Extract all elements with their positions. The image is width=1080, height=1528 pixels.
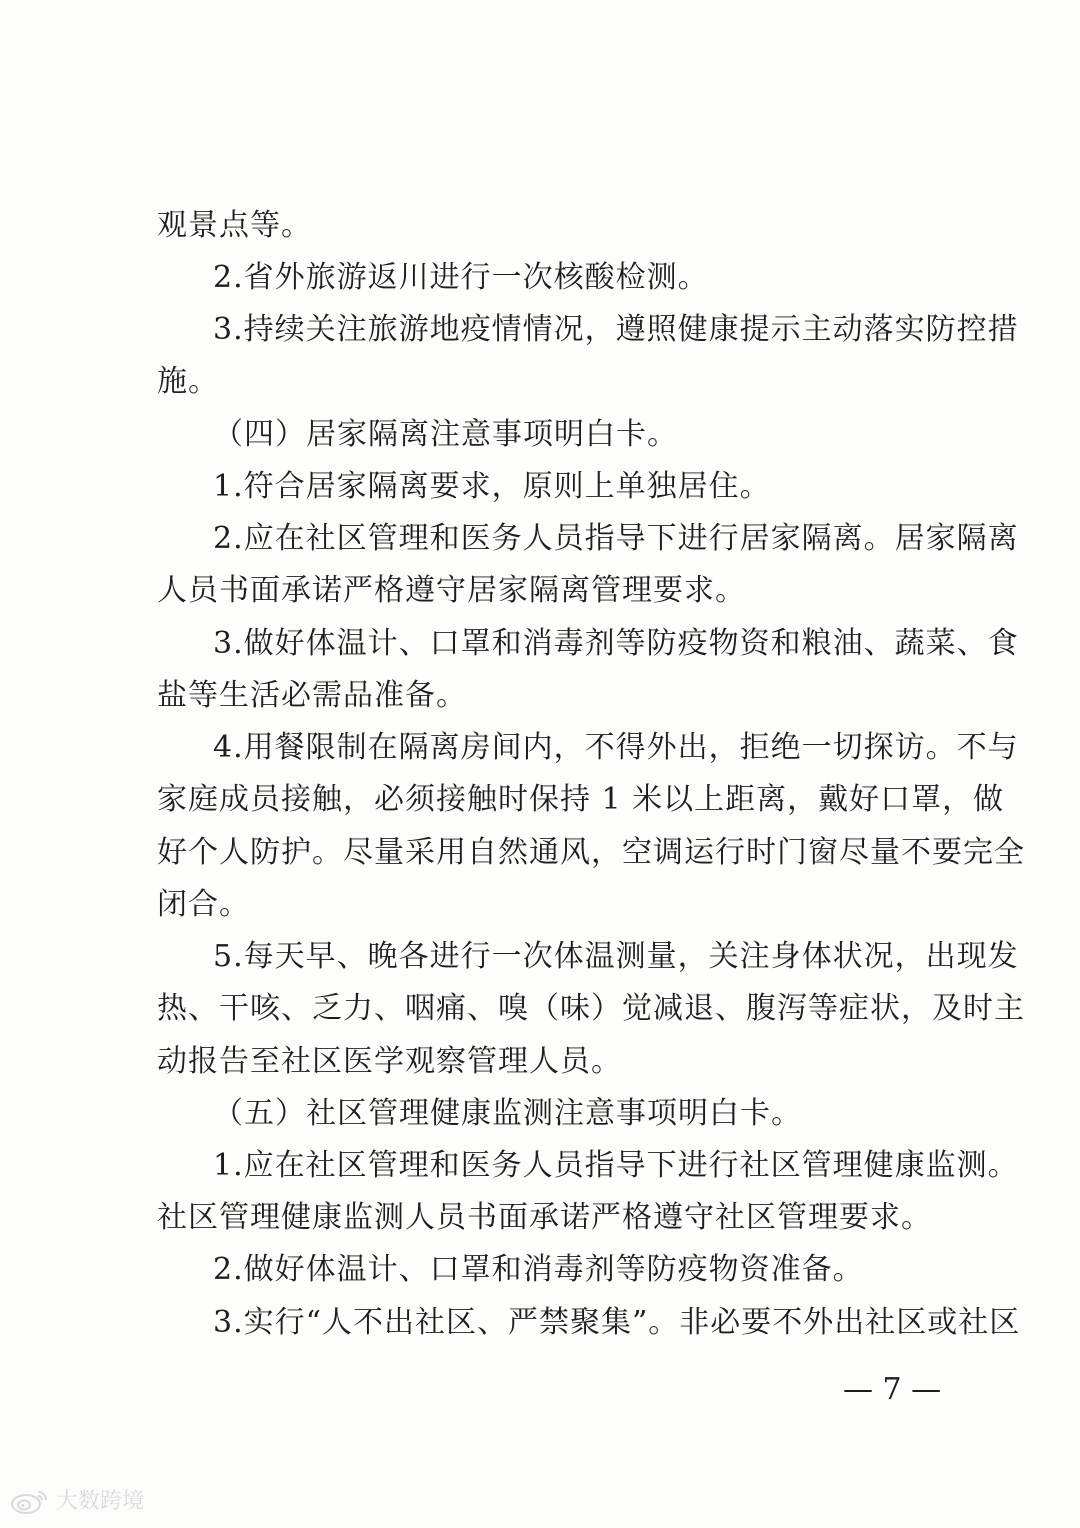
text-line: 1.符合居家隔离要求，原则上单独居住。 — [213, 469, 771, 504]
text-line: 5.每天早、晚各进行一次体温测量，关注身体状况，出现发 — [213, 939, 1019, 974]
text-line: 2.省外旅游返川进行一次核酸检测。 — [213, 260, 709, 295]
text-line: 盐等生活必需品准备。 — [157, 678, 467, 713]
text-line: 4.用餐限制在隔离房间内，不得外出，拒绝一切探访。不与 — [213, 730, 1019, 765]
text-line: 社区管理健康监测人员书面承诺严格遵守社区管理要求。 — [157, 1200, 932, 1235]
text-line: 好个人防护。尽量采用自然通风，空调运行时门窗尽量不要完全 — [157, 835, 1025, 870]
text-line: 3.实行“人不出社区、严禁聚集”。非必要不外出社区或社区 — [213, 1305, 1021, 1340]
page-number: — 7 — — [843, 1372, 942, 1407]
text-line: 家庭成员接触，必须接触时保持 1 米以上距离，戴好口罩，做 — [157, 782, 1005, 817]
text-line: 人员书面承诺严格遵守居家隔离管理要求。 — [157, 573, 746, 608]
text-line: 热、干咳、乏力、咽痛、嗅（味）觉减退、腹泻等症状，及时主 — [157, 991, 1025, 1026]
text-line: 闭合。 — [157, 887, 250, 922]
section-heading: （四）居家隔离注意事项明白卡。 — [213, 417, 678, 452]
section-heading: （五）社区管理健康监测注意事项明白卡。 — [213, 1096, 802, 1131]
watermark-text: 大数跨境 — [56, 1489, 145, 1514]
text-line: 2.做好体温计、口罩和消毒剂等防疫物资准备。 — [213, 1252, 864, 1287]
weibo-logo-icon — [10, 1488, 50, 1516]
text-line: 3.做好体温计、口罩和消毒剂等防疫物资和粮油、蔬菜、食 — [213, 626, 1019, 661]
text-line: 施。 — [157, 364, 219, 399]
text-line: 2.应在社区管理和医务人员指导下进行居家隔离。居家隔离 — [213, 521, 1019, 556]
text-line: 动报告至社区医学观察管理人员。 — [157, 1044, 622, 1079]
text-line: 1.应在社区管理和医务人员指导下进行社区管理健康监测。 — [213, 1148, 1019, 1183]
text-line: 观景点等。 — [157, 208, 312, 243]
watermark — [10, 1488, 144, 1516]
text-line: 3.持续关注旅游地疫情情况，遵照健康提示主动落实防控措 — [213, 312, 1019, 347]
